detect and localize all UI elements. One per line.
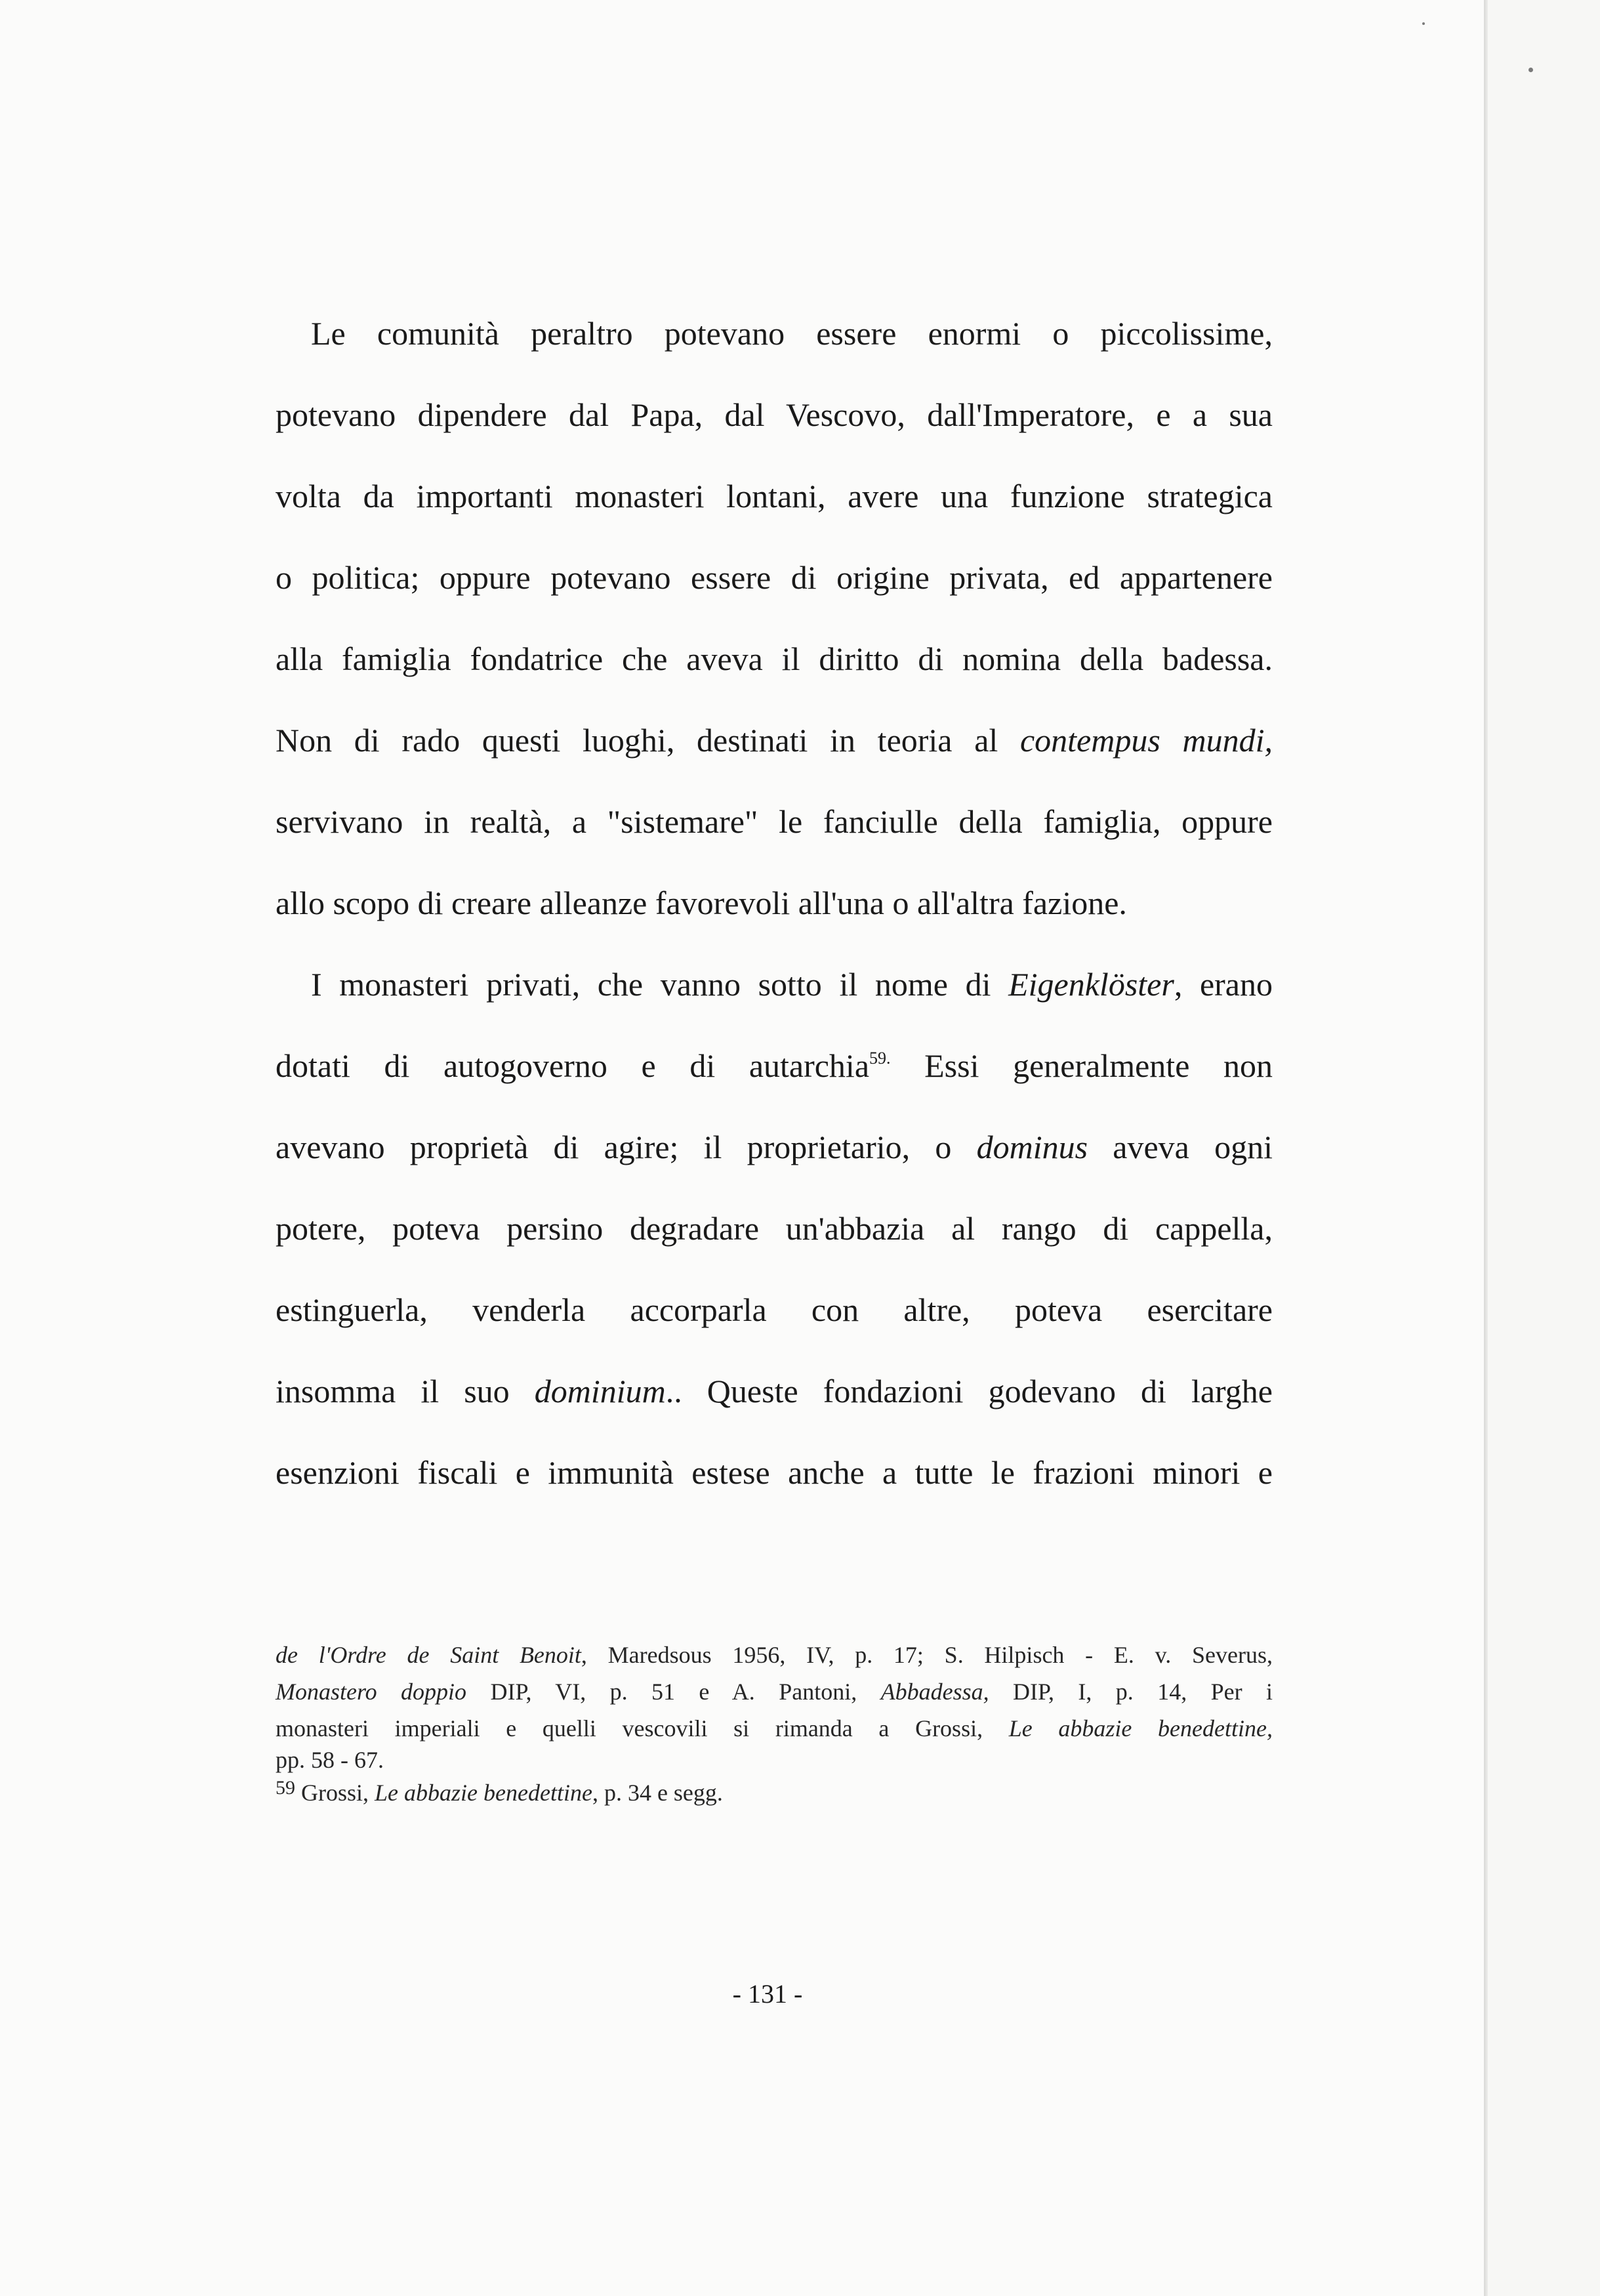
citation-title: Le abbazie benedettine, [1008,1715,1273,1742]
text-line: Le comunità peraltro potevano essere enormi o piccolissime, [311,315,1273,352]
italic-term: dominus [976,1129,1088,1165]
text-span: I monasteri privati, che vanno sotto il nome di [311,966,1009,1003]
text-line [276,1127,1273,1167]
footnote-59 [276,1778,723,1807]
footnote-line [276,1640,1273,1669]
text-span: , Maredsous 1956, IV, p. 17; S. Hilpisch - E. v. Severus, [581,1642,1273,1668]
text-line [276,720,1273,760]
text-span: Grossi, [295,1780,375,1806]
text-line: servivano in realtà, a "sistemare" le fanciulle della famiglia, oppure [276,803,1273,840]
text-line [276,1371,1273,1411]
text-line: volta da importanti monasteri lontani, avere una funzione strategica [276,478,1273,514]
italic-term: dominium [534,1373,666,1409]
text-span: .. Queste fondazioni godevano di larghe [665,1373,1273,1409]
citation-title: Monastero doppio [276,1679,467,1705]
footnote-reference: 59. [869,1049,891,1068]
scan-speck [1528,68,1533,72]
scan-speck [1422,22,1425,25]
text-line: potere, poteva persino degradare un'abbazia al rango di cappella, [276,1210,1273,1247]
page-number: - 131 - [732,1979,803,2009]
footnote-number: 59 [276,1777,295,1799]
text-span: insomma il suo [276,1373,535,1409]
text-line: alla famiglia fondatrice che aveva il diritto di nomina della badessa. [276,640,1273,677]
text-span: Essi generalmente non [890,1047,1273,1084]
text-span: dotati di autogoverno e di autarchia [276,1047,870,1084]
text-line: potevano dipendere dal Papa, dal Vescovo, dall'Imperatore, e a sua [276,396,1273,433]
text-line: o politica; oppure potevano essere di origine privata, ed appartenere [276,559,1273,596]
text-span: , erano [1174,966,1273,1003]
text-span: Non di rado questi luoghi, destinati in teoria al [276,722,1020,759]
text-span: DIP, VI, p. 51 e A. Pantoni, [466,1679,881,1705]
citation-title: Abbadessa, [880,1679,989,1705]
text-span: avevano proprietà di agire; il proprietario, o [276,1129,977,1165]
citation-title: Le abbazie benedettine [375,1780,592,1806]
page-margin-background [1488,0,1600,2296]
text-line [276,1046,1273,1085]
text-span: DIP, I, p. 14, Per i [989,1679,1273,1705]
italic-term: contempus mundi, [1019,722,1273,759]
italic-term: Eigenklöster [1008,966,1174,1003]
citation-title: de l'Ordre de Saint Benoit [276,1642,581,1668]
footnote-line: pp. 58 - 67. [276,1747,384,1773]
text-span: aveva ogni [1088,1129,1273,1165]
text-line: allo scopo di creare alleanze favorevoli all'una o all'altra fazione. [276,885,1127,921]
text-line [311,965,1273,1004]
footnote-line [276,1714,1273,1743]
text-span: monasteri imperiali e quelli vescovili si rimanda a Grossi, [276,1715,1009,1742]
text-line: estinguerla, venderla accorparla con altre, poteva esercitare [276,1291,1273,1328]
text-span: , p. 34 e segg. [592,1780,723,1806]
text-line: esenzioni fiscali e immunità estese anche a tutte le frazioni minori e [276,1454,1273,1491]
footnote-line [276,1677,1273,1706]
